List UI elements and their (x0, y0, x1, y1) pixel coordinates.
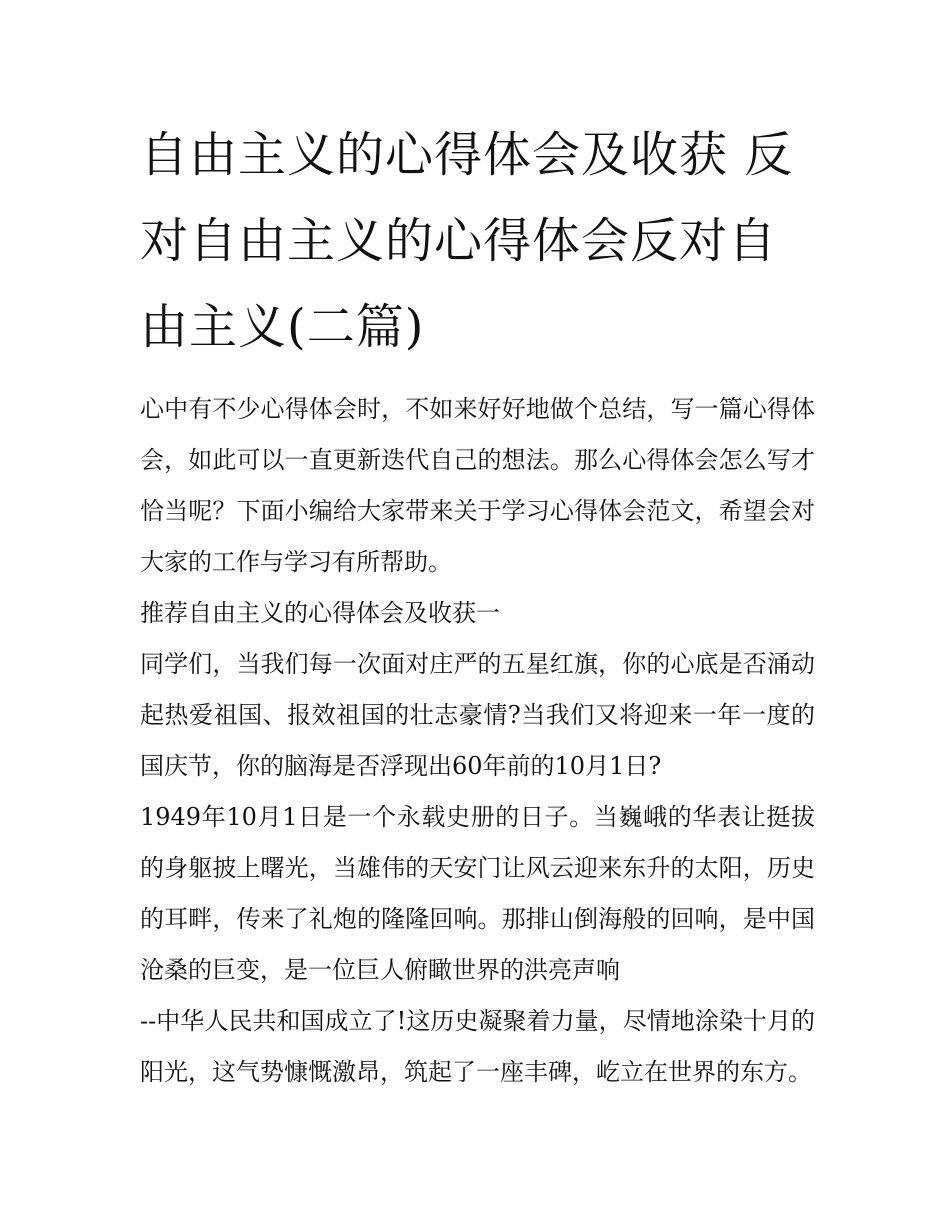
body-paragraph-1: 同学们，当我们每一次面对庄严的五星红旗，你的心底是否涌动起热爱祖国、报效祖国的壮志豪情?当我们又将迎来一年一度的国庆节，你的脑海是否浮现出60年前的10月1日? (140, 650, 815, 780)
document-body (140, 112, 815, 1098)
document-title: 自由主义的心得体会及收获 反对自由主义的心得体会反对自由主义(二篇) (140, 127, 794, 355)
section-heading: 推荐自由主义的心得体会及收获一 (140, 599, 500, 627)
body-paragraph-2: 1949年10月1日是一个永载史册的日子。当巍峨的华表让挺拔的身躯披上曙光，当雄伟的天安门让风云迎来东升的太阳，历史的耳畔，传来了礼炮的隆隆回响。那排山倒海般的回响，是中国沧桑的巨变，是一位巨人俯瞰世界的洪亮声响 (140, 803, 815, 984)
intro-paragraph: 心中有不少心得体会时，不如来好好地做个总结，写一篇心得体会，如此可以一直更新迭代自己的想法。那么心得体会怎么写才恰当呢？下面小编给大家带来关于学习心得体会范文，希望会对大家的工作与学习有所帮助。 (140, 395, 815, 576)
body-paragraph-3: --中华人民共和国成立了!这历史凝聚着力量，尽情地涂染十月的阳光，这气势慷慨激昂，筑起了一座丰碑，屹立在世界的东方。 (140, 1007, 815, 1086)
